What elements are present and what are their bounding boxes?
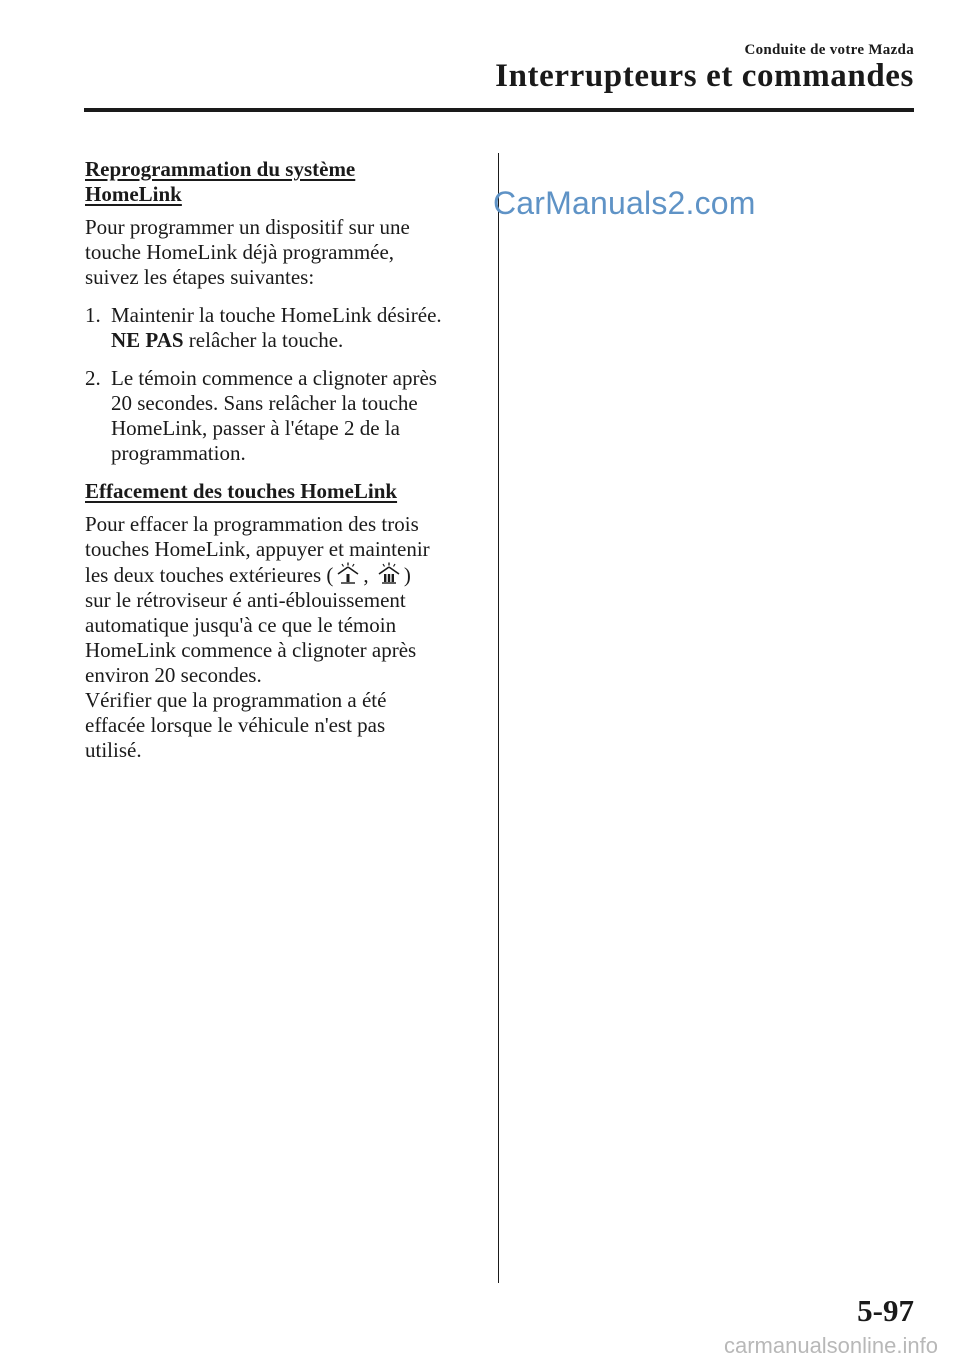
text-line: 20 secondes. Sans relâcher la touche — [111, 391, 418, 415]
text-line: automatique jusqu'à ce que le témoin — [85, 613, 397, 637]
section-heading-reprogramming — [85, 157, 480, 207]
emphasis-text: NE PAS — [111, 328, 184, 352]
text-line: utilisé. — [85, 738, 142, 762]
text-line: HomeLink, passer à l'étape 2 de la — [111, 416, 400, 440]
homelink-button-3-icon — [374, 562, 404, 586]
text-line: Maintenir la touche HomeLink désirée. — [111, 303, 442, 327]
text-line: Vérifier que la programmation a été — [85, 688, 387, 712]
text-line: effacée lorsque le véhicule n'est pas — [85, 713, 386, 737]
heading-line: HomeLink — [85, 182, 182, 206]
column-divider — [498, 153, 499, 1283]
text-line: Pour programmer un dispositif sur une — [85, 215, 410, 239]
page-number: 5-97 — [857, 1293, 914, 1328]
text-line: ) — [403, 563, 411, 587]
text-line: environ 20 secondes. — [85, 663, 262, 687]
text-line: sur le rétroviseur é anti-éblouissement — [85, 588, 406, 612]
text-line: suivez les étapes suivantes: — [85, 265, 315, 289]
section-heading-erasing: Effacement des touches HomeLink — [85, 479, 398, 503]
text-line: les deux touches extérieures ( — [85, 563, 334, 587]
homelink-button-1-icon — [333, 562, 363, 586]
intro-paragraph — [85, 215, 480, 290]
text-line: Pour effacer la programmation des trois — [85, 512, 419, 536]
text-line: Le témoin commence a clignoter après — [111, 366, 437, 390]
text-line: , — [363, 563, 374, 587]
step-number: 2. — [85, 366, 101, 390]
text-line: HomeLink commence à clignoter après — [85, 638, 417, 662]
chapter-subtitle: Conduite de votre Mazda — [744, 42, 914, 58]
page-title: Interrupteurs et commandes — [495, 58, 914, 94]
watermark: CarManuals2.com — [493, 185, 756, 221]
header-divider — [84, 108, 914, 112]
heading-line: Reprogrammation du système — [85, 157, 356, 181]
site-watermark: carmanualsonline.info — [723, 1333, 938, 1358]
text-line: programmation. — [111, 441, 246, 465]
text-line: touche HomeLink déjà programmée, — [85, 240, 395, 264]
step-item — [85, 303, 480, 353]
text-line: touches HomeLink, appuyer et maintenir — [85, 537, 430, 561]
left-column — [85, 157, 480, 763]
erase-paragraph — [85, 512, 480, 763]
step-item — [85, 366, 480, 466]
step-list — [85, 303, 480, 466]
step-number: 1. — [85, 303, 101, 327]
text-line: relâcher la touche. — [183, 328, 344, 352]
